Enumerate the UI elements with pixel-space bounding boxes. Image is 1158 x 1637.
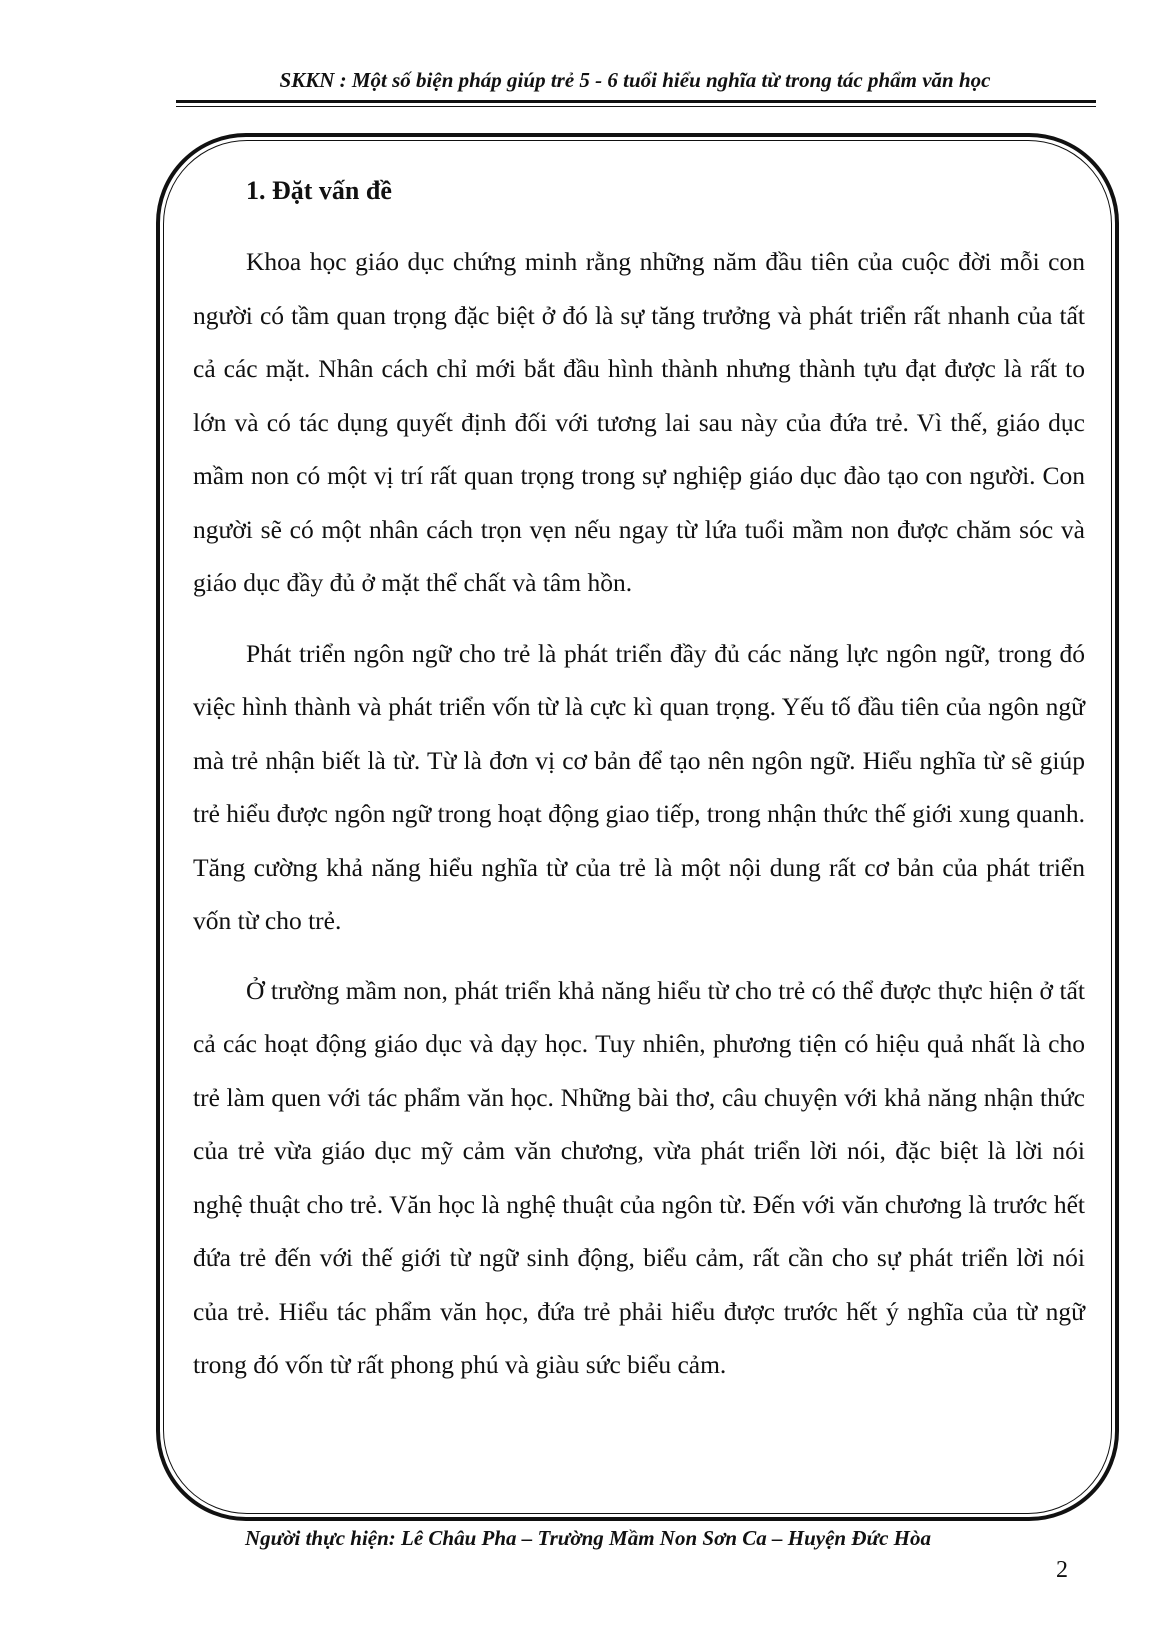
page-number: 2 [1056, 1557, 1068, 1583]
header-divider-thin [176, 106, 1096, 107]
header-title: SKKN : Một số biện pháp giúp trẻ 5 - 6 tuổi hiểu nghĩa từ trong tác phẩm văn học [279, 68, 991, 92]
paragraph-2: Phát triển ngôn ngữ cho trẻ là phát triển đầy đủ các năng lực ngôn ngữ, trong đó việc hình thành và phát triển vốn từ là cực kì quan trọng. Yếu tố đầu tiên của ngôn ngữ mà trẻ nhận biết là từ. Từ là đơn vị cơ bản để tạo nên ngôn ngữ. Hiểu nghĩa từ sẽ giúp trẻ hiểu được ngôn ngữ trong hoạt động giao tiếp, trong nhận thức thế giới xung quanh. Tăng cường khả năng hiểu nghĩa từ của trẻ là một nội dung rất cơ bản của phát triển vốn từ cho trẻ. [193, 638, 1085, 935]
section-heading: 1. Đặt vấn đề [246, 176, 392, 205]
footer-author: Người thực hiện: Lê Châu Pha – Trường Mầm Non Sơn Ca – Huyện Đức Hòa [245, 1526, 932, 1550]
paragraph-1: Khoa học giáo dục chứng minh rằng những năm đầu tiên của cuộc đời mỗi con người có tầm quan trọng đặc biệt ở đó là sự tăng trưởng và phát triển rất nhanh của tất cả các mặt. Nhân cách chỉ mới bắt đầu hình thành nhưng thành tựu đạt được là rất to lớn và có tác dụng quyết định đối với tương lai sau này của đứa trẻ. Vì thế, giáo dục mầm non có một vị trí rất quan trọng trong sự nghiệp giáo dục đào tạo con người. Con người sẽ có một nhân cách trọn vẹn nếu ngay từ lứa tuổi mầm non được chăm sóc và giáo dục đầy đủ ở mặt thể chất và tâm hồn. [193, 247, 1085, 597]
paragraph-3: Ở trường mầm non, phát triển khả năng hiểu từ cho trẻ có thể được thực hiện ở tất cả các hoạt động giáo dục và dạy học. Tuy nhiên, phương tiện có hiệu quả nhất là cho trẻ làm quen với tác phẩm văn học. Những bài thơ, câu chuyện với khả năng nhận thức của trẻ vừa giáo dục mỹ cảm văn chương, vừa phát triển lời nói, đặc biệt là lời nói nghệ thuật cho trẻ. Văn học là nghệ thuật của ngôn từ. Đến với văn chương là trước hết đứa trẻ đến với thế giới từ ngữ sinh động, biểu cảm, rất cần cho sự phát triển lời nói của trẻ. Hiểu tác phẩm văn học, đứa trẻ phải hiểu được trước hết ý nghĩa của từ ngữ trong đó vốn từ rất phong phú và giàu sức biểu cảm. [193, 975, 1085, 1379]
header-divider-thick [176, 100, 1096, 103]
main-content [193, 176, 1085, 1392]
